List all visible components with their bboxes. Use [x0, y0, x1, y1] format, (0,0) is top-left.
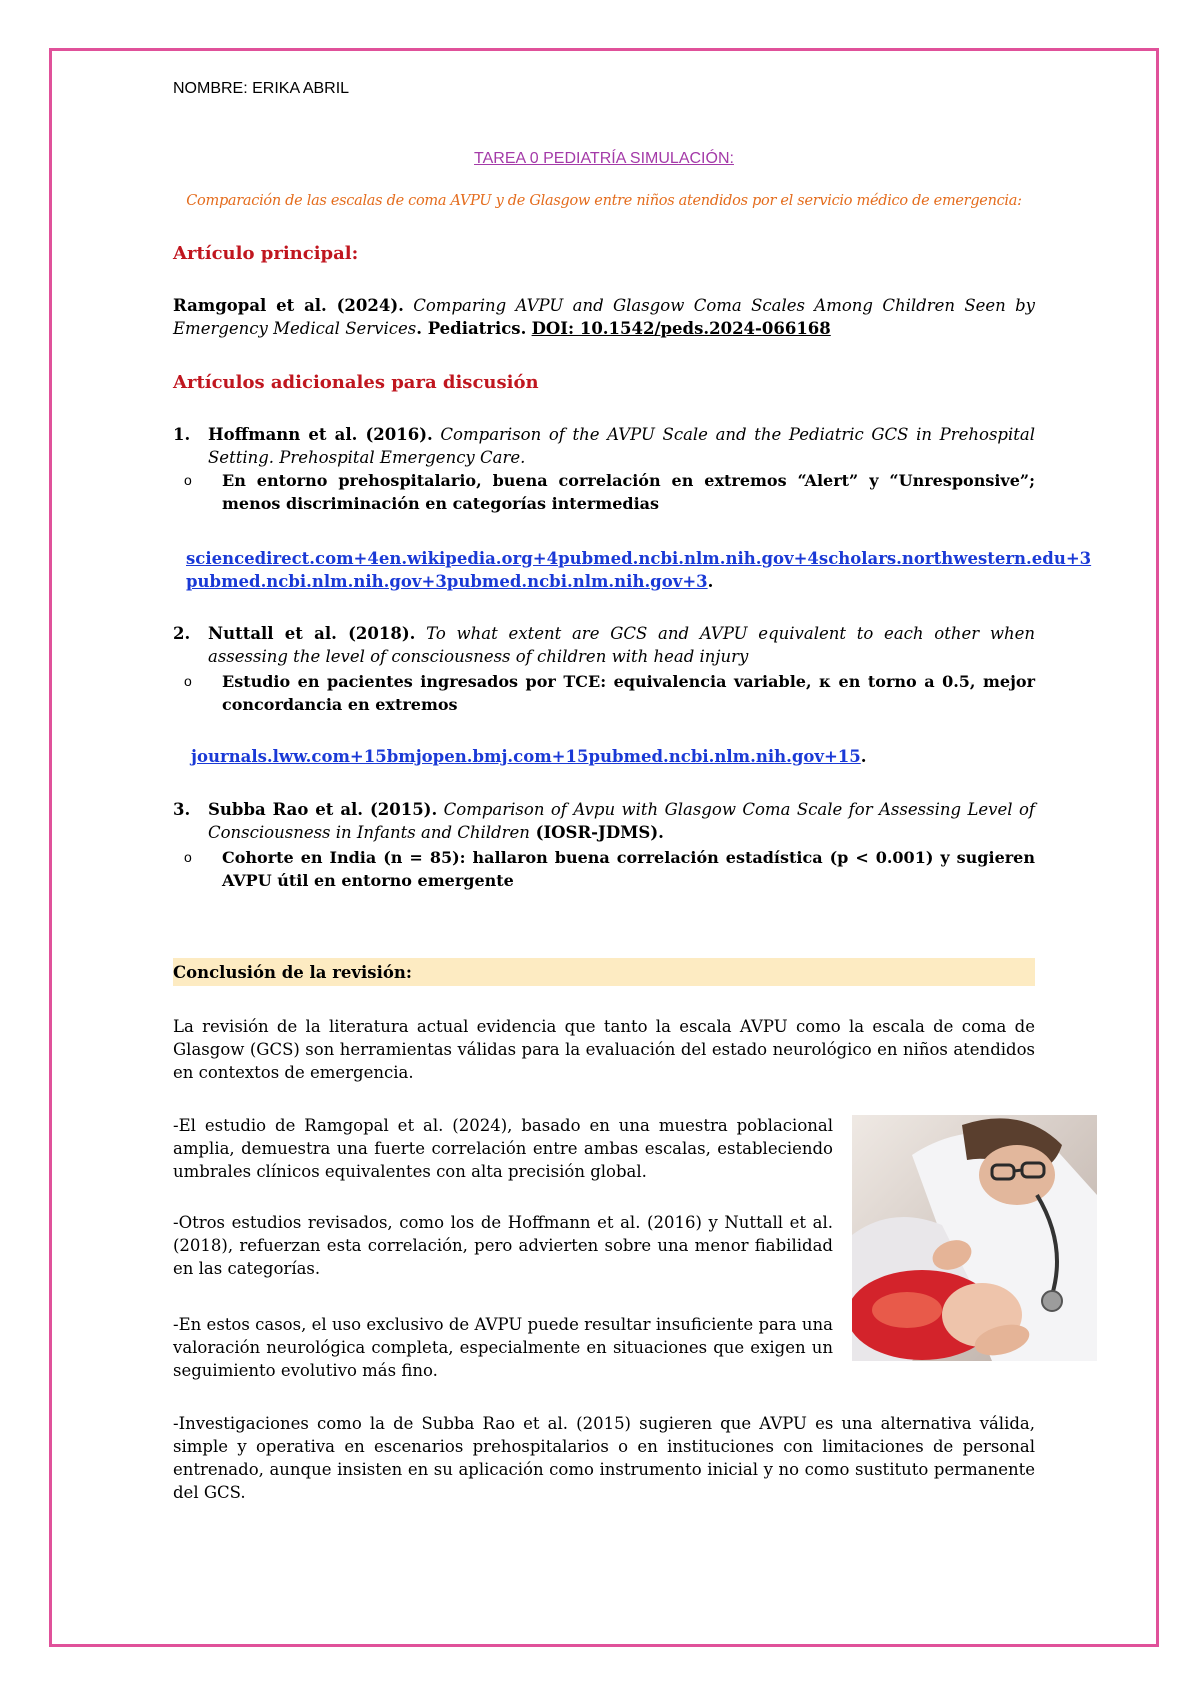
assignment-subtitle: Comparación de las escalas de coma AVPU y de Glasgow entre niños atendidos por el servicio médico de emergencia: — [186, 193, 1022, 209]
main-article-title: Comparing AVPU and Glasgow Coma Scales Among Children Seen by Emergency Medical Services — [173, 296, 1035, 338]
reference-journal: (IOSR-JDMS). — [529, 823, 664, 842]
assignment-title: TAREA 0 PEDIATRÍA SIMULACIÓN: — [474, 150, 734, 167]
conclusion-paragraph: -Otros estudios revisados, como los de Hoffmann et al. (2016) y Nuttall et al. (2018), refuerzan esta correlación, pero advierten sobre una menor fiabilidad en las categorías. — [173, 1213, 833, 1278]
reference-text — [208, 798, 1035, 844]
reference-authors: Hoffmann et al. (2016). — [208, 425, 433, 444]
main-article-journal: . Pediatrics. — [416, 319, 527, 338]
reference-authors: Nuttall et al. (2018). — [208, 624, 416, 643]
additional-articles-heading: Artículos adicionales para discusión — [173, 372, 539, 393]
conclusion-paragraph: -El estudio de Ramgopal et al. (2024), basado en una muestra poblacional amplia, demuestra una fuerte correlación entre ambas escalas, estableciendo umbrales clínicos equivalentes con alta precisión global. — [173, 1116, 833, 1181]
reference-link[interactable]: pubmed.ncbi.nlm.nih.gov+3pubmed.ncbi.nlm.nih.gov+3 — [186, 572, 708, 591]
conclusion-heading: Conclusión de la revisión: — [173, 963, 412, 982]
student-name: NOMBRE: ERIKA ABRIL — [173, 80, 350, 97]
main-article-reference — [173, 294, 1035, 340]
list-number: 3. — [173, 800, 191, 819]
bullet-text: Estudio en pacientes ingresados por TCE: equivalencia variable, κ en torno a 0.5, mejor concordancia en extremos — [222, 672, 1035, 714]
reference-text — [208, 622, 1035, 668]
conclusion-intro: La revisión de la literatura actual evidencia que tanto la escala AVPU como la escala de coma de Glasgow (GCS) son herramientas válidas para la evaluación del estado neurológico en niños atendidos en contextos de emergencia. — [173, 1017, 1035, 1082]
reference-title: Comparison of Avpu with Glasgow Coma Scale for Assessing Level of Consciousness in Infants and Children — [208, 800, 1035, 842]
main-article-authors: Ramgopal et al. (2024). — [173, 296, 404, 315]
link-tail: . — [860, 747, 867, 766]
link-tail: . — [707, 572, 714, 591]
reference-title: Comparison of the AVPU Scale and the Pediatric GCS in Prehospital Setting. Prehospital Emergency Care. — [208, 425, 1035, 467]
reference-authors: Subba Rao et al. (2015). — [208, 800, 438, 819]
bullet-circle-icon: o — [184, 673, 192, 689]
reference-link[interactable]: sciencedirect.com+4en.wikipedia.org+4pubmed.ncbi.nlm.nih.gov+4scholars.northwestern.edu+3 — [186, 549, 1092, 568]
bullet-circle-icon: o — [184, 472, 192, 488]
main-article-doi[interactable]: DOI: 10.1542/peds.2024-066168 — [531, 319, 831, 338]
doctor-child-photo — [852, 1115, 1097, 1361]
list-number: 1. — [173, 425, 191, 444]
main-article-heading: Artículo principal: — [173, 243, 359, 264]
reference-link[interactable]: journals.lww.com+15bmjopen.bmj.com+15pubmed.ncbi.nlm.nih.gov+15 — [191, 747, 861, 766]
bullet-text: En entorno prehospitalario, buena correlación en extremos “Alert” y “Unresponsive”; menos discriminación en categorías intermedias — [222, 471, 1035, 513]
reference-text — [208, 423, 1035, 469]
reference-title: To what extent are GCS and AVPU equivalent to each other when assessing the level of consciousness of children with head injury — [208, 624, 1035, 666]
conclusion-paragraph: -En estos casos, el uso exclusivo de AVPU puede resultar insuficiente para una valoración neurológica completa, especialmente en situaciones que exigen un seguimiento evolutivo más fino. — [173, 1315, 833, 1380]
link-group — [191, 745, 1053, 768]
bullet-text: Cohorte en India (n = 85): hallaron buena correlación estadística (p < 0.001) y sugieren AVPU útil en entorno emergente — [222, 848, 1035, 890]
conclusion-paragraph: -Investigaciones como la de Subba Rao et al. (2015) sugieren que AVPU es una alternativa válida, simple y operativa en escenarios prehospitalarios o en instituciones con limitaciones de personal entrenado, aunque insisten en su aplicación como instrumento inicial y no como sustituto permanente del GCS. — [173, 1414, 1035, 1502]
link-group — [186, 547, 1092, 593]
bullet-circle-icon: o — [184, 849, 192, 865]
list-number: 2. — [173, 624, 191, 643]
